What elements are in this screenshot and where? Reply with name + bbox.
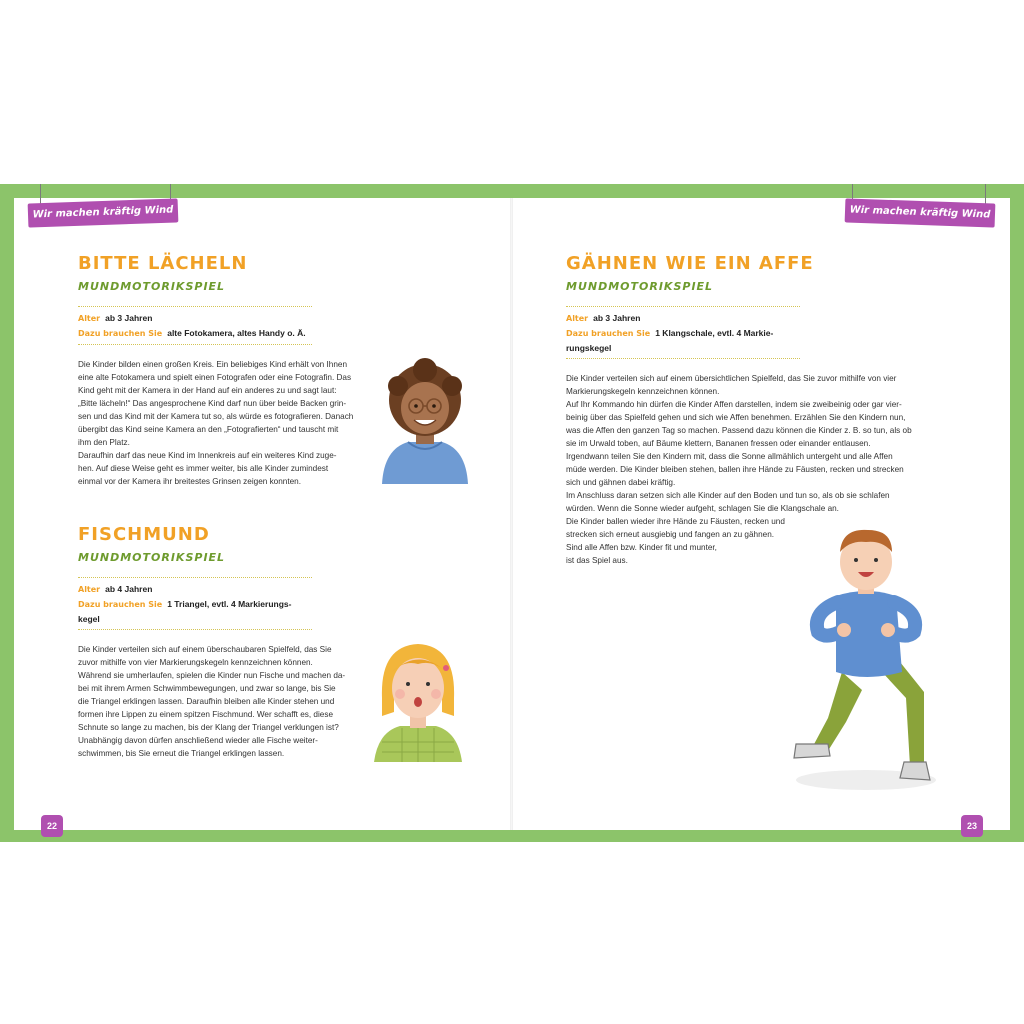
text-line: was die Affen den ganzen Tag so machen. Passend dazu können die Kinder z. B. so tun, als ob — [566, 426, 912, 435]
eye — [426, 682, 430, 686]
materials-key: Dazu brauchen Sie — [566, 329, 651, 338]
age-value: ab 3 Jahren — [105, 313, 153, 323]
text-line: hen. Auf diese Weise geht es immer weiter, bis alle Kinder zumindest — [78, 464, 329, 473]
text-line: übergibt das Kind seine Kamera an den „Fotografierten“ und tauscht mit — [78, 425, 339, 434]
page-number-right: 23 — [961, 815, 983, 837]
text-line: strecken sich erneut ausgiebig und fangen an zu gähnen. — [566, 530, 775, 539]
age-key: Alter — [566, 314, 589, 323]
age-value: ab 4 Jahren — [105, 584, 153, 594]
text-line: ist das Spiel aus. — [566, 556, 628, 565]
hair-curl — [388, 376, 408, 396]
text-line: Irgendwann teilen Sie den Kindern mit, dass die Sonne allmählich untergeht und alle Affen — [566, 452, 893, 461]
fish-mouth — [414, 697, 422, 707]
text-line: schwimmen, bis Sie erneut die Triangel erklingen lassen. — [78, 749, 285, 758]
materials-value-cont: kegel — [78, 614, 100, 624]
text-line: Auf Ihr Kommando hin dürfen die Kinder Affen darstellen, indem sie zweibeinig oder gar vier- — [566, 400, 902, 409]
game-info-box — [78, 306, 312, 345]
text-line: würden. Wenn die Sonne wieder aufgeht, schlagen Sie die Klangschale an. — [566, 504, 839, 513]
materials-value: 1 Klangschale, evtl. 4 Markie- — [655, 328, 774, 338]
age-key: Alter — [78, 585, 101, 594]
text-line: Die Kinder ballen wieder ihre Hände zu Fäusten, recken und — [566, 517, 785, 526]
stretching-boy-illustration — [786, 522, 946, 794]
game-subtitle: MUNDMOTORIKSPIEL — [566, 280, 714, 293]
banner-string — [40, 184, 41, 204]
book-gutter — [510, 198, 513, 830]
girl-fish-mouth-illustration — [372, 638, 464, 762]
text-line: Im Anschluss daran setzen sich alle Kinder auf den Boden und tun so, als ob sie schlafen — [566, 491, 890, 500]
materials-value: 1 Triangel, evtl. 4 Markierungs- — [167, 599, 292, 609]
text-line: einmal vor der Kamera ihr breitestes Grinsen zeigen konnten. — [78, 477, 301, 486]
text-line: beinig über das Spielfeld gehen und sich wie Affen benehmen. Erzählen Sie den Kindern nun, — [566, 413, 906, 422]
left-leg — [812, 672, 862, 754]
hair-curl — [442, 376, 462, 396]
text-line: formen ihre Lippen zu einem spitzen Fischmund. Wer schafft es, diese — [78, 710, 333, 719]
eye — [432, 404, 436, 408]
cheek — [395, 689, 405, 699]
hair-clip — [443, 665, 449, 671]
game-info-box — [566, 306, 800, 359]
text-line: zuvor mithilfe von vier Markierungskegeln kennzeichnen können. — [78, 658, 313, 667]
text-line: sen und das Kind mit der Kamera tut so, als würde es fotografieren. Danach — [78, 412, 354, 421]
section-banner-left: Wir machen kräftig Wind — [28, 198, 179, 227]
game-title: FISCHMUND — [78, 524, 210, 545]
left-shoe — [794, 744, 830, 758]
face — [392, 658, 444, 718]
text-line: müde werden. Die Kinder bleiben stehen, ballen ihre Hände zu Fäusten, recken und strecken — [566, 465, 904, 474]
age-value: ab 3 Jahren — [593, 313, 641, 323]
text-line: eine alte Fotokamera und spielt einen Fotografen oder eine Fotografin. Das — [78, 373, 352, 382]
hair-curl — [413, 358, 437, 382]
game-subtitle: MUNDMOTORIKSPIEL — [78, 280, 226, 293]
eye — [406, 682, 410, 686]
materials-value-cont: rungskegel — [566, 343, 612, 353]
text-line: Sind alle Affen bzw. Kinder fit und munter, — [566, 543, 717, 552]
text-line: Kind geht mit der Kamera in der Hand auf ein anderes zu und sagt laut: — [78, 386, 337, 395]
right-fist — [881, 623, 895, 637]
text-line: Schnute so lange zu machen, bis der Klang der Triangel verklungen ist? — [78, 723, 339, 732]
cheek — [431, 689, 441, 699]
text-line: bei mit ihrem Armen Schwimmbewegungen, und zwar so lange, bis Sie — [78, 684, 336, 693]
materials-key: Dazu brauchen Sie — [78, 600, 163, 609]
eye — [874, 558, 878, 562]
game-title: BITTE LÄCHELN — [78, 253, 248, 274]
materials-value: alte Fotokamera, altes Handy o. Ä. — [167, 328, 306, 338]
text-line: Die Kinder bilden einen großen Kreis. Ein beliebiges Kind erhält von Ihnen — [78, 360, 347, 369]
text-line: sich und gähnen dabei kräftig. — [566, 478, 676, 487]
face — [401, 382, 449, 434]
text-line: Daraufhin darf das neue Kind im Innenkreis auf ein weiteres Kind zuge- — [78, 451, 337, 460]
smiling-boy-illustration — [378, 354, 472, 484]
text-line: Die Kinder verteilen sich auf einem überschaubaren Spielfeld, das Sie — [78, 645, 332, 654]
left-fist — [837, 623, 851, 637]
section-banner-right: Wir machen kräftig Wind — [845, 198, 996, 227]
text-line: Während sie umherlaufen, spielen die Kinder nun Fische und machen da- — [78, 671, 346, 680]
page-number-left: 22 — [41, 815, 63, 837]
game-title: GÄHNEN WIE EIN AFFE — [566, 253, 814, 274]
age-key: Alter — [78, 314, 101, 323]
materials-key: Dazu brauchen Sie — [78, 329, 163, 338]
text-line: die Triangel erklingen lassen. Daraufhin bleiben alle Kinder stehen und — [78, 697, 335, 706]
right-leg — [882, 662, 924, 766]
game-info-box — [78, 577, 312, 630]
text-line: Die Kinder verteilen sich auf einem übersichtlichen Spielfeld, das Sie zuvor mithilfe von vier — [566, 374, 897, 383]
text-line: Unabhängig davon dürfen anschließend wieder alle Fische weiter- — [78, 736, 318, 745]
text-line: Markierungskegeln kennzeichnen können. — [566, 387, 720, 396]
game-subtitle: MUNDMOTORIKSPIEL — [78, 551, 226, 564]
right-shoe — [900, 762, 930, 780]
eye — [854, 558, 858, 562]
text-line: sie im Urwald toben, auf Bäume klettern, Bananen fressen oder einander entlausen. — [566, 439, 871, 448]
game-description — [78, 358, 378, 488]
text-line: „Bitte lächeln!“ Das angesprochene Kind darf nun über beide Backen grin- — [78, 399, 347, 408]
text-line: ihm den Platz. — [78, 438, 130, 447]
eye — [414, 404, 418, 408]
game-description — [78, 643, 378, 760]
